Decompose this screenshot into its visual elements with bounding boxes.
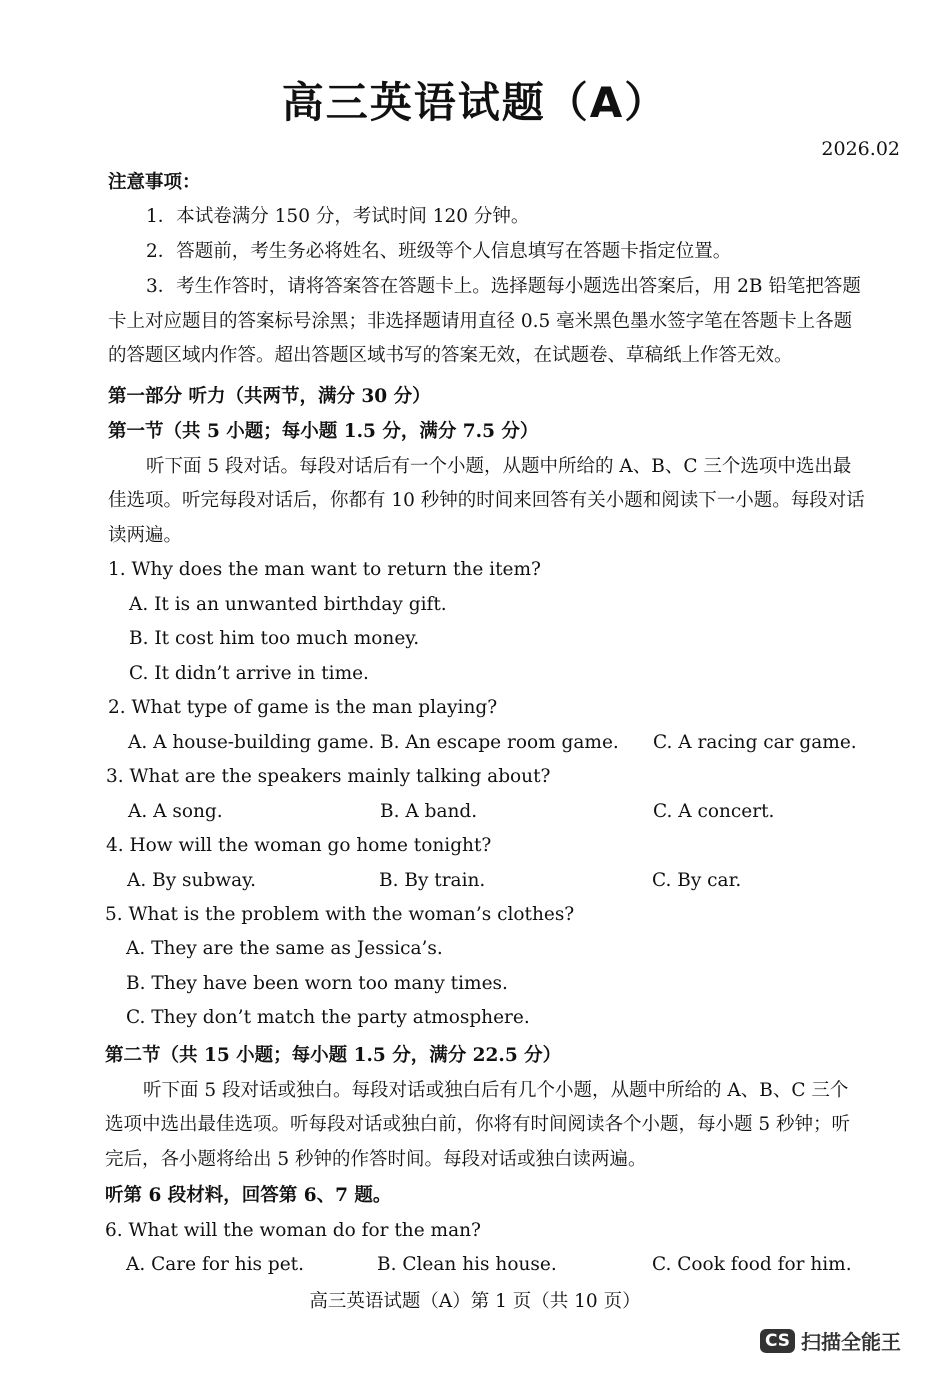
question-5-option-a: A. They are the same as Jessica’s. [126, 938, 443, 959]
question-6-option-a: A. Care for his pet. [126, 1254, 304, 1275]
material-heading: 听第 6 段材料，回答第 6、7 题。 [105, 1185, 392, 1206]
question-1-option-b: B. It cost him too much money. [129, 628, 420, 649]
notice-item-3-cont-1: 卡上对应题目的答案标号涂黑；非选择题请用直径 0.5 毫米黑色墨水签字笔在答题卡上各题 [108, 311, 853, 332]
question-5-option-c: C. They don’t match the party atmosphere. [126, 1007, 530, 1028]
notice-item-3-cont-2: 的答题区域内作答。超出答题区域书写的答案无效，在试题卷、草稿纸上作答无效。 [108, 345, 793, 366]
question-3-option-b: B. A band. [380, 801, 478, 822]
section1-instruction-1: 听下面 5 段对话。每段对话后有一个小题，从题中所给的 A、B、C 三个选项中选出最 [146, 456, 852, 477]
question-2-option-a: A. A house-building game. [128, 732, 375, 753]
question-6-option-c: C. Cook food for him. [652, 1254, 852, 1275]
exam-date: 2026.02 [821, 138, 900, 160]
question-1-stem: 1. Why does the man want to return the item? [108, 559, 541, 580]
question-2-option-c: C. A racing car game. [653, 732, 857, 753]
question-4-option-c: C. By car. [652, 870, 742, 891]
question-6-stem: 6. What will the woman do for the man? [105, 1220, 481, 1241]
section2-instruction-1: 听下面 5 段对话或独白。每段对话或独白后有几个小题，从题中所给的 A、B、C 三个 [143, 1080, 849, 1101]
scanner-watermark [760, 1326, 901, 1355]
question-3-option-c: C. A concert. [653, 801, 775, 822]
section1-instruction-3: 读两遍。 [108, 525, 183, 546]
page-title: 高三英语试题（A） [281, 78, 669, 127]
notice-item-3: 3．考生作答时，请将答案答在答题卡上。选择题每小题选出答案后，用 2B 铅笔把答题 [146, 276, 861, 297]
question-2-stem: 2. What type of game is the man playing? [108, 697, 498, 718]
question-5-stem: 5. What is the problem with the woman’s clothes? [105, 904, 575, 925]
notice-heading: 注意事项： [108, 172, 201, 193]
question-3-option-a: A. A song. [128, 801, 223, 822]
section2-heading: 第二节（共 15 小题；每小题 1.5 分，满分 22.5 分） [105, 1045, 562, 1066]
scanner-logo-icon: CS [760, 1329, 795, 1353]
section1-instruction-2: 佳选项。听完每段对话后，你都有 10 秒钟的时间来回答有关小题和阅读下一小题。每段对话 [108, 490, 865, 511]
question-4-option-b: B. By train. [379, 870, 486, 891]
part1-heading: 第一部分 听力（共两节，满分 30 分） [108, 386, 431, 407]
question-4-option-a: A. By subway. [127, 870, 257, 891]
scanner-watermark-text: 扫描全能王 [801, 1330, 902, 1354]
question-6-option-b: B. Clean his house. [377, 1254, 557, 1275]
question-4-stem: 4. How will the woman go home tonight? [106, 835, 492, 856]
question-2-option-b: B. An escape room game. [380, 732, 619, 753]
notice-item-2: 2．答题前，考生务必将姓名、班级等个人信息填写在答题卡指定位置。 [146, 241, 732, 262]
question-5-option-b: B. They have been worn too many times. [126, 973, 508, 994]
question-3-stem: 3. What are the speakers mainly talking about? [106, 766, 551, 787]
question-1-option-c: C. It didn’t arrive in time. [129, 663, 369, 684]
section2-instruction-2: 选项中选出最佳选项。听每段对话或独白前，你将有时间阅读各个小题，每小题 5 秒钟；听 [105, 1114, 851, 1135]
section2-instruction-3: 完后，各小题将给出 5 秒钟的作答时间。每段对话或独白读两遍。 [105, 1149, 647, 1170]
section1-heading: 第一节（共 5 小题；每小题 1.5 分，满分 7.5 分） [108, 421, 539, 442]
question-1-option-a: A. It is an unwanted birthday gift. [129, 594, 447, 615]
notice-item-1: 1．本试卷满分 150 分，考试时间 120 分钟。 [146, 206, 530, 227]
page-footer: 高三英语试题（A）第 1 页（共 10 页） [309, 1291, 641, 1312]
